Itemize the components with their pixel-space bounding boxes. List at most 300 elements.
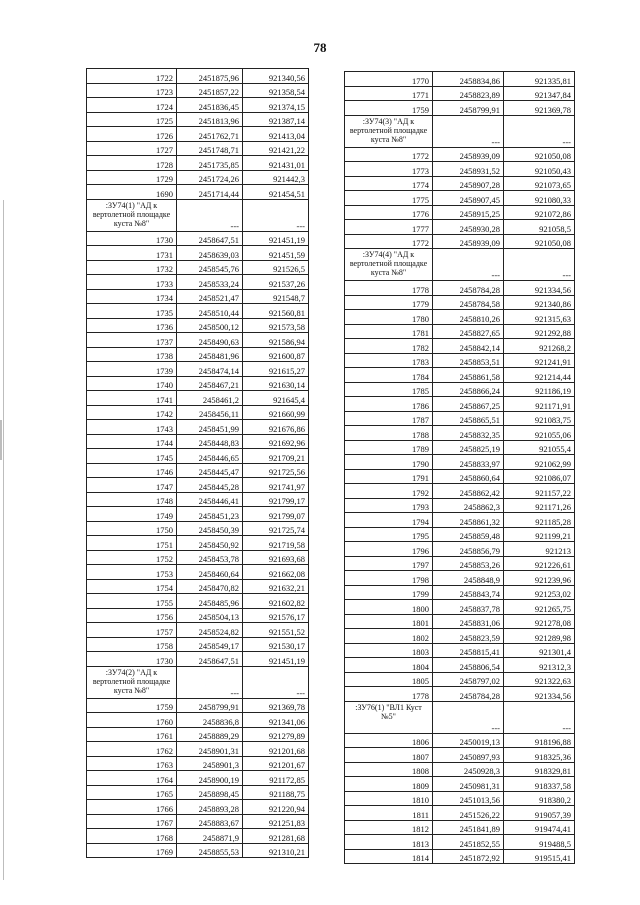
y-coordinate: 921530,17 <box>243 637 309 652</box>
x-coordinate: 2458939,09 <box>433 234 504 249</box>
section-header-x-dash: --- <box>433 701 504 733</box>
table-row <box>87 246 309 261</box>
y-coordinate: 919515,41 <box>504 849 575 864</box>
table-row <box>345 191 575 206</box>
point-number: 1759 <box>345 101 433 116</box>
y-coordinate: 921615,27 <box>243 362 309 377</box>
x-coordinate: 2458866,24 <box>433 382 504 397</box>
table-row <box>345 748 575 763</box>
y-coordinate: 921632,21 <box>243 579 309 594</box>
y-coordinate: 921188,75 <box>243 785 309 800</box>
point-number: 1791 <box>345 469 433 484</box>
point-number: 1805 <box>345 672 433 687</box>
x-coordinate: 2458460,64 <box>177 565 243 580</box>
x-coordinate: 2458901,31 <box>177 742 243 757</box>
x-coordinate: 2458446,41 <box>177 492 243 507</box>
point-number: 1742 <box>87 405 177 420</box>
x-coordinate: 2458490,63 <box>177 333 243 348</box>
table-row <box>87 318 309 333</box>
x-coordinate: 2458500,12 <box>177 318 243 333</box>
x-coordinate: 2458855,53 <box>177 843 243 858</box>
y-coordinate: 921062,99 <box>504 455 575 470</box>
x-coordinate: 2458445,47 <box>177 463 243 478</box>
table-row <box>87 478 309 493</box>
section-header-label: :ЗУ74(3) "АД к вертолетной площадке куста №8" <box>345 115 433 147</box>
table-row <box>345 281 575 296</box>
x-coordinate: 2458784,28 <box>433 281 504 296</box>
table-row <box>345 614 575 629</box>
y-coordinate: 921251,83 <box>243 814 309 829</box>
section-header-y-dash: --- <box>243 666 309 698</box>
point-number: 1779 <box>345 295 433 310</box>
x-coordinate: 2458862,42 <box>433 484 504 499</box>
y-coordinate: 921239,96 <box>504 571 575 586</box>
point-number: 1801 <box>345 614 433 629</box>
y-coordinate: 921340,56 <box>243 69 309 84</box>
table-row <box>345 542 575 557</box>
x-coordinate: 2458861,32 <box>433 513 504 528</box>
y-coordinate: 921586,94 <box>243 333 309 348</box>
y-coordinate: 921058,5 <box>504 220 575 235</box>
table-row <box>87 434 309 449</box>
x-coordinate: 2458915,25 <box>433 205 504 220</box>
x-coordinate: 2458898,45 <box>177 785 243 800</box>
table-row <box>87 785 309 800</box>
y-coordinate: 921268,2 <box>504 339 575 354</box>
x-coordinate: 2451857,22 <box>177 83 243 98</box>
x-coordinate: 2458836,8 <box>177 713 243 728</box>
x-coordinate: 2458453,78 <box>177 550 243 565</box>
y-coordinate: 921454,51 <box>243 185 309 200</box>
table-row <box>87 492 309 507</box>
x-coordinate: 2458451,99 <box>177 420 243 435</box>
y-coordinate: 921451,19 <box>243 231 309 246</box>
point-number: 1751 <box>87 536 177 551</box>
y-coordinate: 921334,56 <box>504 687 575 702</box>
point-number: 1757 <box>87 623 177 638</box>
x-coordinate: 2451013,56 <box>433 791 504 806</box>
table-row <box>87 420 309 435</box>
point-number: 1780 <box>345 310 433 325</box>
y-coordinate: 921369,78 <box>243 698 309 713</box>
x-coordinate: 2458647,51 <box>177 231 243 246</box>
point-number: 1746 <box>87 463 177 478</box>
point-number: 1783 <box>345 353 433 368</box>
point-number: 1794 <box>345 513 433 528</box>
table-row <box>87 127 309 142</box>
point-number: 1733 <box>87 275 177 290</box>
y-coordinate: 921073,65 <box>504 176 575 191</box>
y-coordinate: 921551,52 <box>243 623 309 638</box>
x-coordinate: 2458784,58 <box>433 295 504 310</box>
y-coordinate: 921576,17 <box>243 608 309 623</box>
table-row <box>87 304 309 319</box>
table-row <box>345 397 575 412</box>
x-coordinate: 2458448,83 <box>177 434 243 449</box>
x-coordinate: 2458834,86 <box>433 72 504 87</box>
point-number: 1807 <box>345 748 433 763</box>
point-number: 1806 <box>345 733 433 748</box>
table-row <box>87 652 309 667</box>
table-row <box>345 527 575 542</box>
x-coordinate: 2458461,2 <box>177 391 243 406</box>
x-coordinate: 2458504,13 <box>177 608 243 623</box>
coordinates-table-left <box>86 68 309 858</box>
table-row <box>345 86 575 101</box>
y-coordinate: 921431,01 <box>243 156 309 171</box>
table-row <box>87 579 309 594</box>
y-coordinate: 919057,39 <box>504 806 575 821</box>
x-coordinate: 2451724,26 <box>177 170 243 185</box>
y-coordinate: 921214,44 <box>504 368 575 383</box>
point-number: 1786 <box>345 397 433 412</box>
x-coordinate: 2458450,92 <box>177 536 243 551</box>
x-coordinate: 2451526,22 <box>433 806 504 821</box>
table-row <box>87 170 309 185</box>
y-coordinate: 921340,86 <box>504 295 575 310</box>
y-coordinate: 918380,2 <box>504 791 575 806</box>
x-coordinate: 2458901,3 <box>177 756 243 771</box>
y-coordinate: 921560,81 <box>243 304 309 319</box>
table-row <box>87 231 309 246</box>
point-number: 1814 <box>345 849 433 864</box>
x-coordinate: 2451875,96 <box>177 69 243 84</box>
point-number: 1773 <box>345 162 433 177</box>
page-number: 78 <box>313 40 327 55</box>
point-number: 1725 <box>87 112 177 127</box>
table-row <box>87 391 309 406</box>
point-number: 1749 <box>87 507 177 522</box>
y-coordinate: 921080,33 <box>504 191 575 206</box>
x-coordinate: 2458806,54 <box>433 658 504 673</box>
y-coordinate: 921241,91 <box>504 353 575 368</box>
x-coordinate: 2451872,92 <box>433 849 504 864</box>
point-number: 1743 <box>87 420 177 435</box>
point-number: 1802 <box>345 629 433 644</box>
table-row <box>87 275 309 290</box>
table-row <box>345 353 575 368</box>
y-coordinate: 921451,19 <box>243 652 309 667</box>
y-coordinate: 921226,61 <box>504 556 575 571</box>
section-header-y-dash: --- <box>504 249 575 281</box>
y-coordinate: 921055,4 <box>504 440 575 455</box>
y-coordinate: 921335,81 <box>504 72 575 87</box>
x-coordinate: 2458823,59 <box>433 629 504 644</box>
point-number: 1777 <box>345 220 433 235</box>
point-number: 1776 <box>345 205 433 220</box>
table-row <box>345 513 575 528</box>
x-coordinate: 2458871,9 <box>177 829 243 844</box>
scan-edge-mark <box>3 200 4 880</box>
y-coordinate: 918337,58 <box>504 777 575 792</box>
point-number: 1737 <box>87 333 177 348</box>
point-number: 1782 <box>345 339 433 354</box>
point-number: 1750 <box>87 521 177 536</box>
table-row <box>345 220 575 235</box>
x-coordinate: 2458485,96 <box>177 594 243 609</box>
x-coordinate: 2450019,13 <box>433 733 504 748</box>
point-number: 1690 <box>87 185 177 200</box>
table-row <box>345 585 575 600</box>
table-row <box>87 727 309 742</box>
x-coordinate: 2458939,09 <box>433 147 504 162</box>
x-coordinate: 2458549,17 <box>177 637 243 652</box>
point-number: 1732 <box>87 260 177 275</box>
table-row <box>87 112 309 127</box>
table-row <box>87 608 309 623</box>
x-coordinate: 2458456,11 <box>177 405 243 420</box>
x-coordinate: 2458799,91 <box>433 101 504 116</box>
y-coordinate: 921289,98 <box>504 629 575 644</box>
point-number: 1756 <box>87 608 177 623</box>
point-number: 1808 <box>345 762 433 777</box>
x-coordinate: 2458842,14 <box>433 339 504 354</box>
point-number: 1758 <box>87 637 177 652</box>
section-header-x-dash: --- <box>433 249 504 281</box>
point-number: 1753 <box>87 565 177 580</box>
y-coordinate: 921421,22 <box>243 141 309 156</box>
table-row <box>345 629 575 644</box>
y-coordinate: 921334,56 <box>504 281 575 296</box>
section-header-label: :ЗУ74(4) "АД к вертолетной площадке куста №8" <box>345 249 433 281</box>
y-coordinate: 921050,43 <box>504 162 575 177</box>
point-number: 1792 <box>345 484 433 499</box>
table-row <box>345 295 575 310</box>
x-coordinate: 2458832,35 <box>433 426 504 441</box>
y-coordinate: 921347,84 <box>504 86 575 101</box>
table-row <box>87 698 309 713</box>
section-header-row <box>87 666 309 698</box>
point-number: 1803 <box>345 643 433 658</box>
section-header-y-dash: --- <box>504 115 575 147</box>
point-number: 1772 <box>345 147 433 162</box>
point-number: 1778 <box>345 281 433 296</box>
y-coordinate: 921301,4 <box>504 643 575 658</box>
x-coordinate: 2458848,9 <box>433 571 504 586</box>
table-row <box>345 643 575 658</box>
table-row <box>87 565 309 580</box>
section-header-row <box>345 115 575 147</box>
y-coordinate: 921171,91 <box>504 397 575 412</box>
y-coordinate: 921185,28 <box>504 513 575 528</box>
y-coordinate: 918196,88 <box>504 733 575 748</box>
y-coordinate: 921199,21 <box>504 527 575 542</box>
point-number: 1768 <box>87 829 177 844</box>
y-coordinate: 919474,41 <box>504 820 575 835</box>
point-number: 1739 <box>87 362 177 377</box>
x-coordinate: 2458827,65 <box>433 324 504 339</box>
x-coordinate: 2458533,24 <box>177 275 243 290</box>
x-coordinate: 2458865,51 <box>433 411 504 426</box>
x-coordinate: 2450981,31 <box>433 777 504 792</box>
table-row <box>87 713 309 728</box>
y-coordinate: 919488,5 <box>504 835 575 850</box>
x-coordinate: 2458467,21 <box>177 376 243 391</box>
point-number: 1736 <box>87 318 177 333</box>
table-row <box>87 449 309 464</box>
point-number: 1744 <box>87 434 177 449</box>
point-number: 1727 <box>87 141 177 156</box>
table-row <box>345 469 575 484</box>
point-number: 1747 <box>87 478 177 493</box>
point-number: 1793 <box>345 498 433 513</box>
table-row <box>345 806 575 821</box>
point-number: 1787 <box>345 411 433 426</box>
point-number: 1735 <box>87 304 177 319</box>
table-row <box>345 101 575 116</box>
table-row <box>87 756 309 771</box>
y-coordinate: 921709,21 <box>243 449 309 464</box>
table-row <box>345 455 575 470</box>
x-coordinate: 2458470,82 <box>177 579 243 594</box>
x-coordinate: 2458862,3 <box>433 498 504 513</box>
table-row <box>87 843 309 858</box>
point-number: 1804 <box>345 658 433 673</box>
point-number: 1771 <box>345 86 433 101</box>
table-row <box>87 98 309 113</box>
table-row <box>345 733 575 748</box>
coordinates-table-right <box>344 71 575 864</box>
y-coordinate: 921387,14 <box>243 112 309 127</box>
table-row <box>345 687 575 702</box>
y-coordinate: 921083,75 <box>504 411 575 426</box>
y-coordinate: 921526,5 <box>243 260 309 275</box>
scan-edge-mark <box>0 420 2 460</box>
point-number: 1767 <box>87 814 177 829</box>
x-coordinate: 2458797,02 <box>433 672 504 687</box>
table-row <box>87 333 309 348</box>
x-coordinate: 2458907,45 <box>433 191 504 206</box>
point-number: 1811 <box>345 806 433 821</box>
point-number: 1748 <box>87 492 177 507</box>
x-coordinate: 2458524,82 <box>177 623 243 638</box>
table-row <box>345 820 575 835</box>
table-row <box>87 405 309 420</box>
table-row <box>345 440 575 455</box>
point-number: 1788 <box>345 426 433 441</box>
y-coordinate: 921253,02 <box>504 585 575 600</box>
x-coordinate: 2458893,28 <box>177 800 243 815</box>
point-number: 1812 <box>345 820 433 835</box>
x-coordinate: 2458823,89 <box>433 86 504 101</box>
x-coordinate: 2458445,28 <box>177 478 243 493</box>
x-coordinate: 2458510,44 <box>177 304 243 319</box>
point-number: 1796 <box>345 542 433 557</box>
x-coordinate: 2451852,55 <box>433 835 504 850</box>
x-coordinate: 2458900,19 <box>177 771 243 786</box>
y-coordinate: 921369,78 <box>504 101 575 116</box>
point-number: 1765 <box>87 785 177 800</box>
y-coordinate: 921312,3 <box>504 658 575 673</box>
point-number: 1759 <box>87 698 177 713</box>
table-row <box>345 835 575 850</box>
point-number: 1781 <box>345 324 433 339</box>
point-number: 1778 <box>345 687 433 702</box>
table-row <box>87 550 309 565</box>
table-row <box>345 310 575 325</box>
y-coordinate: 918329,81 <box>504 762 575 777</box>
table-row <box>87 376 309 391</box>
point-number: 1770 <box>345 72 433 87</box>
point-number: 1754 <box>87 579 177 594</box>
y-coordinate: 921645,4 <box>243 391 309 406</box>
x-coordinate: 2450897,93 <box>433 748 504 763</box>
x-coordinate: 2458837,78 <box>433 600 504 615</box>
y-coordinate: 921186,19 <box>504 382 575 397</box>
point-number: 1769 <box>87 843 177 858</box>
x-coordinate: 2458450,39 <box>177 521 243 536</box>
point-number: 1772 <box>345 234 433 249</box>
y-coordinate: 921602,82 <box>243 594 309 609</box>
y-coordinate: 921600,87 <box>243 347 309 362</box>
x-coordinate: 2458521,47 <box>177 289 243 304</box>
y-coordinate: 921213 <box>504 542 575 557</box>
y-coordinate: 921322,63 <box>504 672 575 687</box>
table-row <box>87 637 309 652</box>
y-coordinate: 921278,08 <box>504 614 575 629</box>
y-coordinate: 921292,88 <box>504 324 575 339</box>
point-number: 1745 <box>87 449 177 464</box>
y-coordinate: 921315,63 <box>504 310 575 325</box>
table-row <box>87 623 309 638</box>
x-coordinate: 2451748,71 <box>177 141 243 156</box>
table-row <box>345 762 575 777</box>
x-coordinate: 2451762,71 <box>177 127 243 142</box>
section-header-x-dash: --- <box>177 199 243 231</box>
table-row <box>87 521 309 536</box>
section-header-y-dash: --- <box>504 701 575 733</box>
x-coordinate: 2451735,85 <box>177 156 243 171</box>
point-number: 1763 <box>87 756 177 771</box>
point-number: 1766 <box>87 800 177 815</box>
point-number: 1726 <box>87 127 177 142</box>
x-coordinate: 2451836,45 <box>177 98 243 113</box>
x-coordinate: 2451841,89 <box>433 820 504 835</box>
y-coordinate: 921374,15 <box>243 98 309 113</box>
y-coordinate: 921157,22 <box>504 484 575 499</box>
x-coordinate: 2458815,41 <box>433 643 504 658</box>
x-coordinate: 2458831,06 <box>433 614 504 629</box>
y-coordinate: 921451,59 <box>243 246 309 261</box>
table-row <box>345 324 575 339</box>
section-header-x-dash: --- <box>433 115 504 147</box>
section-header-label: :ЗУ76(1) "ВЛ1 Куст №5" <box>345 701 433 733</box>
point-number: 1785 <box>345 382 433 397</box>
x-coordinate: 2458861,58 <box>433 368 504 383</box>
table-row <box>87 260 309 275</box>
section-header-y-dash: --- <box>243 199 309 231</box>
table-row <box>345 234 575 249</box>
y-coordinate: 921310,21 <box>243 843 309 858</box>
x-coordinate: 2458833,97 <box>433 455 504 470</box>
x-coordinate: 2458647,51 <box>177 652 243 667</box>
y-coordinate: 921676,86 <box>243 420 309 435</box>
x-coordinate: 2458889,29 <box>177 727 243 742</box>
point-number: 1728 <box>87 156 177 171</box>
table-row <box>345 571 575 586</box>
y-coordinate: 921279,89 <box>243 727 309 742</box>
table-row <box>345 162 575 177</box>
point-number: 1730 <box>87 652 177 667</box>
table-row <box>345 147 575 162</box>
point-number: 1790 <box>345 455 433 470</box>
point-number: 1760 <box>87 713 177 728</box>
x-coordinate: 2451714,44 <box>177 185 243 200</box>
x-coordinate: 2458639,03 <box>177 246 243 261</box>
table-row <box>345 556 575 571</box>
x-coordinate: 2450928,3 <box>433 762 504 777</box>
y-coordinate: 921072,86 <box>504 205 575 220</box>
